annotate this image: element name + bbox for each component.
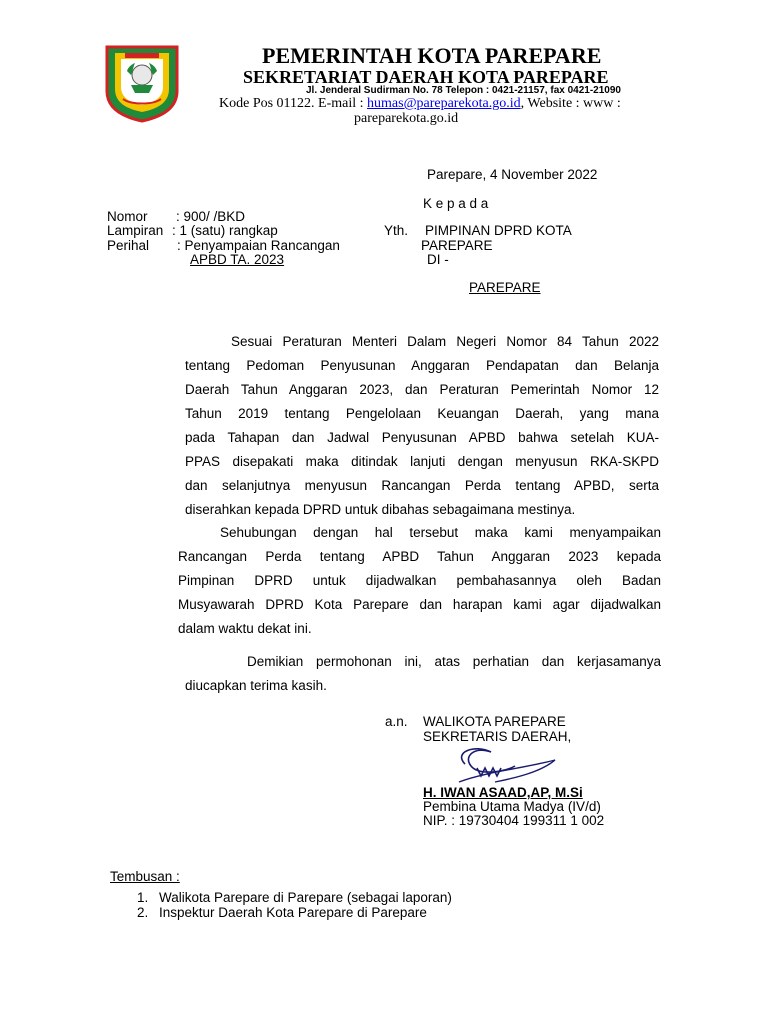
paragraph-line: dalam waktu dekat ini. [178,621,312,636]
tembusan-label: Tembusan : [110,869,180,884]
paragraph-line: diserahkan kepada DPRD untuk dibahas sebagaimana mestinya. [185,502,576,517]
perihal-label: Perihal [107,238,150,253]
signer-title-1: WALIKOTA PAREPARE [423,714,566,729]
paragraph-line: dan selanjutnya menyusun Rancangan Perda tentang APBD, serta [185,478,659,493]
header-subtitle: SEKRETARIAT DAERAH KOTA PAREPARE [243,67,609,87]
list-text: Inspektur Daerah Kota Parepare di Parepare [159,905,427,920]
letter-date: Parepare, 4 November 2022 [427,167,598,182]
header-title: PEMERINTAH KOTA PAREPARE [262,43,602,68]
paragraph-3 [185,650,661,698]
paragraph-line: Demikian permohonan ini, atas perhatian dan kerjasamanya [247,654,661,669]
city-emblem-logo [101,41,183,123]
paragraph-line: PPAS disepakati maka ditindak lanjuti dengan menyusun RKA-SKPD [185,454,659,469]
email-link[interactable]: humas@pareparekota.go.id [367,96,521,111]
paragraph-line: Rancangan Perda tentang APBD Tahun Anggaran 2023 kepada [178,549,661,564]
handwritten-signature [445,742,565,788]
signer-name: H. IWAN ASAAD,AP, M.Si [423,785,583,800]
contact-prefix: Kode Pos 01122. E-mail : [219,96,368,111]
paragraph-line: Musyawarah DPRD Kota Parepare dan harapan kami agar dijadwalkan [178,597,661,612]
lampiran-value: : 1 (satu) rangkap [172,223,278,238]
header-website: pareparekota.go.id [354,111,459,126]
list-number: 1. [137,890,149,905]
perihal-value-2: APBD TA. 2023 [190,252,285,267]
tembusan-item-2 [137,905,427,920]
recipient-line3: DI - [427,252,449,267]
kepada-label: K e p a d a [423,196,489,211]
paragraph-2 [178,521,661,641]
header-address: Jl. Jenderal Sudirman No. 78 Telepon : 0421-21157, fax 0421-21090 [306,85,621,96]
lampiran-label: Lampiran [107,223,164,238]
header-contact [219,96,621,112]
paragraph-line: pada Tahapan dan Jadwal Penyusunan APBD bahwa setelah KUA- [185,430,659,445]
recipient-line1: PIMPINAN DPRD KOTA [425,223,572,238]
signer-rank: Pembina Utama Madya (IV/d) [423,799,601,814]
an-label: a.n. [385,714,408,729]
contact-suffix: , Website : www : [520,96,621,111]
perihal-value: : Penyampaian Rancangan [177,238,340,253]
list-text: Walikota Parepare di Parepare (sebagai laporan) [159,890,452,905]
paragraph-line: Sesuai Peraturan Menteri Dalam Negeri Nomor 84 Tahun 2022 [231,334,659,349]
recipient-city: PAREPARE [469,280,541,295]
paragraph-line: Sehubungan dengan hal tersebut maka kami menyampaikan [220,525,661,540]
paragraph-line: Daerah Tahun Anggaran 2023, dan Peraturan Pemerintah Nomor 12 [185,382,659,397]
paragraph-1 [185,330,659,522]
paragraph-line: diucapkan terima kasih. [185,678,327,693]
paragraph-line: Tahun 2019 tentang Pengelolaan Keuangan Daerah, yang mana [185,406,659,421]
nomor-label: Nomor [107,209,148,224]
signer-nip: NIP. : 19730404 199311 1 002 [423,813,605,828]
recipient-line2: PAREPARE [421,238,493,253]
list-number: 2. [137,905,149,920]
signer-title-2: SEKRETARIS DAERAH, [423,729,572,744]
paragraph-line: tentang Pedoman Penyusunan Anggaran Pendapatan dan Belanja [185,358,659,373]
tembusan-item-1 [137,890,452,905]
paragraph-line: Pimpinan DPRD untuk dijadwalkan pembahasannya oleh Badan [178,573,661,588]
nomor-value: : 900/ /BKD [176,209,246,224]
yth-label: Yth. [384,223,409,238]
